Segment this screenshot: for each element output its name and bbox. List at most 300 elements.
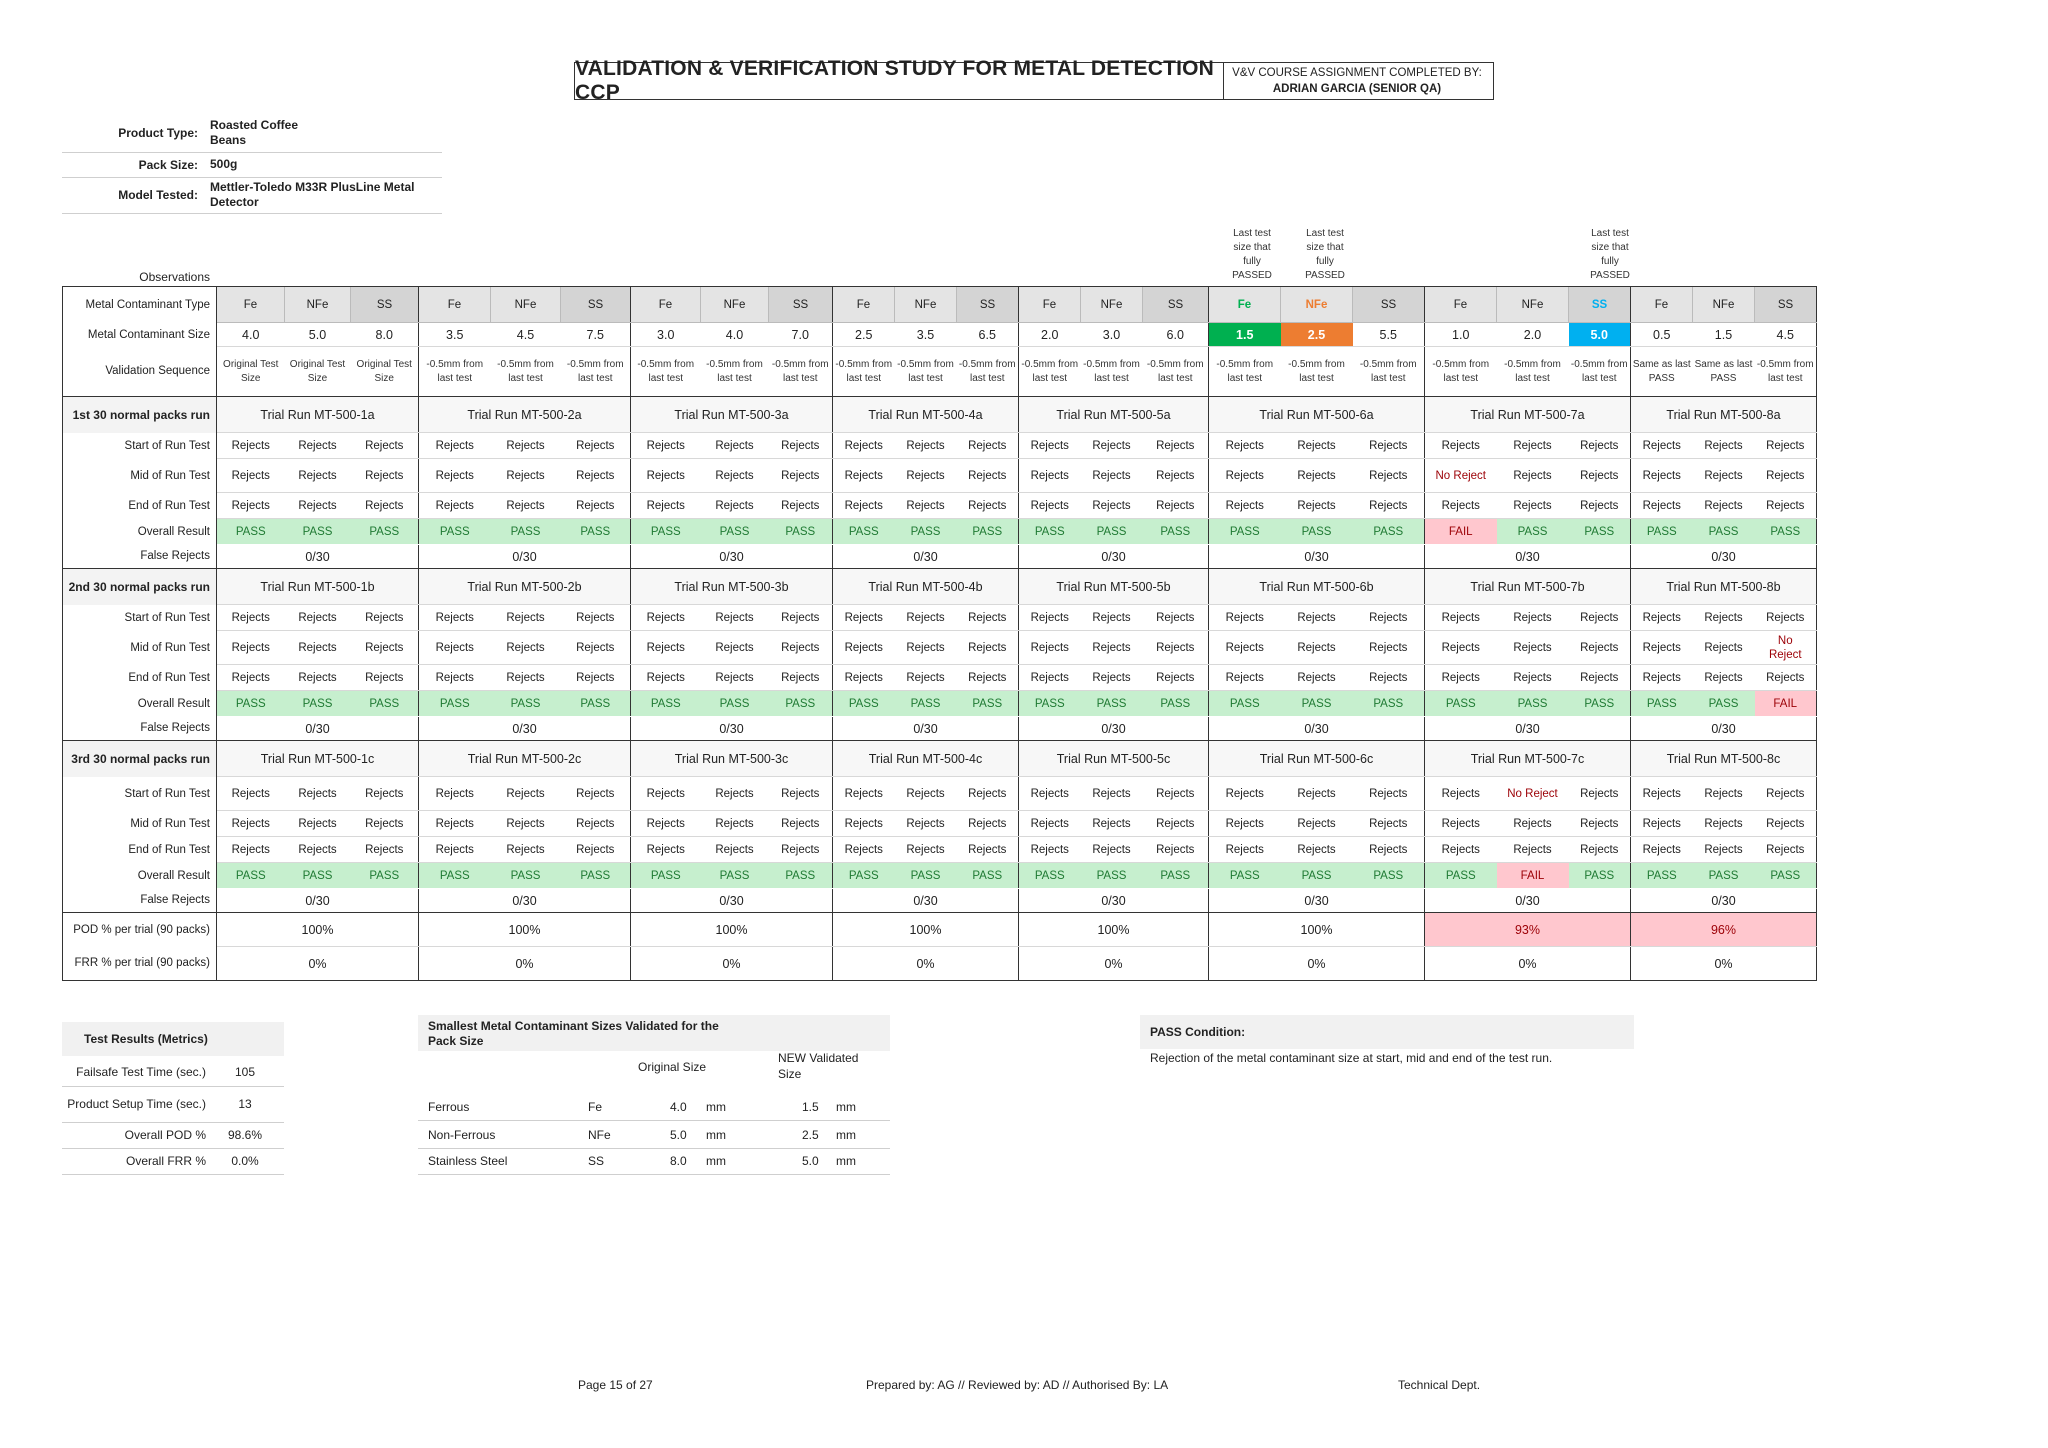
false-rejects-value: 0/30 — [1631, 545, 1817, 569]
false-rejects-value: 0/30 — [217, 717, 419, 741]
sequence-label: Validation Sequence — [63, 347, 217, 397]
false-rejects-value: 0/30 — [1019, 889, 1209, 913]
no-reject-cell: No Reject — [1755, 631, 1817, 665]
rejects-cell: Rejects — [1693, 811, 1755, 837]
pass-cell: PASS — [1081, 519, 1143, 545]
rejects-cell: Rejects — [701, 777, 769, 811]
trial-name: Trial Run MT-500-1c — [217, 741, 419, 777]
start-label: Start of Run Test — [63, 605, 217, 631]
type-cell: Fe — [833, 287, 895, 323]
pass-cell: PASS — [1755, 519, 1817, 545]
rejects-cell: Rejects — [1755, 433, 1817, 459]
size-cell: 1.0 — [1425, 323, 1497, 347]
size-cell: 3.0 — [631, 323, 701, 347]
sequence-cell: -0.5mm from last test — [1083, 358, 1140, 384]
pod-row — [63, 913, 1817, 947]
false-rejects-value: 0/30 — [1631, 717, 1817, 741]
pass-cell: PASS — [1755, 863, 1817, 889]
size-cell: 5.0 — [1569, 323, 1631, 347]
size-cell: 2.5 — [1281, 323, 1353, 347]
pass-cell: PASS — [1569, 863, 1631, 889]
end-label: End of Run Test — [63, 665, 217, 691]
trial-name: Trial Run MT-500-2a — [419, 397, 631, 433]
rejects-cell: Rejects — [895, 665, 957, 691]
pod-value: 100% — [1209, 913, 1425, 947]
rejects-cell: Rejects — [1019, 433, 1081, 459]
end-row — [63, 837, 1817, 863]
page-number: Page 15 of 27 — [578, 1378, 653, 1392]
pass-cell: PASS — [833, 691, 895, 717]
unit: mm — [836, 1154, 856, 1168]
rejects-cell: Rejects — [1755, 493, 1817, 519]
rejects-cell: Rejects — [419, 777, 491, 811]
overall-pod-label: Overall POD % — [124, 1127, 206, 1142]
department: Technical Dept. — [1398, 1378, 1481, 1392]
pass-cell: PASS — [1019, 863, 1081, 889]
end-label: End of Run Test — [63, 493, 217, 519]
pass-cell: PASS — [1631, 863, 1693, 889]
smallest-row — [418, 1148, 890, 1175]
rejects-cell: Rejects — [1755, 811, 1817, 837]
pod-label: POD % per trial (90 packs) — [63, 913, 217, 947]
rejects-cell: Rejects — [1631, 459, 1693, 493]
rejects-cell: Rejects — [1019, 837, 1081, 863]
pass-cell: PASS — [351, 519, 419, 545]
size-cell: 0.5 — [1631, 323, 1693, 347]
rejects-cell: Rejects — [491, 665, 561, 691]
smallest-title: Smallest Metal Contaminant Sizes Validated for the Pack Size — [418, 1015, 890, 1051]
rejects-cell: Rejects — [419, 631, 491, 665]
trial-name: Trial Run MT-500-4c — [833, 741, 1019, 777]
pass-cell: PASS — [1209, 519, 1281, 545]
mid-row — [63, 459, 1817, 493]
type-cell: NFe — [1281, 287, 1353, 323]
rejects-cell: Rejects — [419, 811, 491, 837]
pass-cell: PASS — [1281, 519, 1353, 545]
rejects-cell: Rejects — [1281, 665, 1353, 691]
rejects-cell: Rejects — [1631, 665, 1693, 691]
rejects-cell: Rejects — [769, 459, 833, 493]
rejects-cell: Rejects — [895, 631, 957, 665]
pass-cell: PASS — [1081, 691, 1143, 717]
rejects-cell: Rejects — [1497, 665, 1569, 691]
product-type-line2: Beans — [210, 133, 247, 147]
pass-cell: PASS — [1353, 519, 1425, 545]
trial-name: Trial Run MT-500-8c — [1631, 741, 1817, 777]
rejects-cell: Rejects — [631, 605, 701, 631]
type-cell: Fe — [1425, 287, 1497, 323]
rejects-cell: Rejects — [351, 631, 419, 665]
rejects-cell: Rejects — [351, 493, 419, 519]
rejects-cell: Rejects — [1693, 665, 1755, 691]
sequence-cell: -0.5mm from last test — [566, 358, 624, 384]
rejects-cell: Rejects — [351, 459, 419, 493]
trial-name: Trial Run MT-500-1a — [217, 397, 419, 433]
type-cell: NFe — [701, 287, 769, 323]
rejects-cell: Rejects — [1019, 811, 1081, 837]
size-cell: 3.0 — [1081, 323, 1143, 347]
pass-cell: PASS — [1143, 691, 1209, 717]
rejects-cell: Rejects — [1209, 605, 1281, 631]
rejects-cell: Rejects — [1631, 631, 1693, 665]
start-row — [63, 605, 1817, 631]
false-rejects-label: False Rejects — [63, 717, 217, 741]
rejects-cell: Rejects — [1281, 777, 1353, 811]
false-rejects-row — [63, 717, 1817, 741]
size-cell: 4.0 — [217, 323, 285, 347]
rejects-cell: Rejects — [769, 493, 833, 519]
pod-value: 100% — [419, 913, 631, 947]
title-box — [574, 57, 1494, 104]
rejects-cell: Rejects — [1353, 777, 1425, 811]
start-row — [63, 777, 1817, 811]
rejects-cell: Rejects — [1081, 433, 1143, 459]
rejects-cell: Rejects — [631, 777, 701, 811]
type-cell: NFe — [1497, 287, 1569, 323]
sequence-cell: -0.5mm from last test — [771, 358, 829, 384]
pass-cell: PASS — [491, 863, 561, 889]
false-rejects-value: 0/30 — [1209, 717, 1425, 741]
rejects-cell: Rejects — [1569, 811, 1631, 837]
trial-row — [63, 397, 1817, 433]
failsafe-value: 105 — [234, 1065, 256, 1079]
pass-cell: PASS — [631, 863, 701, 889]
sequence-cell: -0.5mm from last test — [1019, 347, 1081, 397]
trial-name: Trial Run MT-500-3b — [631, 569, 833, 605]
type-label: Metal Contaminant Type — [63, 287, 217, 323]
false-rejects-value: 0/30 — [1019, 545, 1209, 569]
rejects-cell: Rejects — [1143, 493, 1209, 519]
sequence-cell: -0.5mm from last test — [833, 347, 895, 397]
size-cell: 1.5 — [1209, 323, 1281, 347]
pass-cell: PASS — [701, 863, 769, 889]
rejects-cell: Rejects — [895, 605, 957, 631]
type-cell: Fe — [1209, 287, 1281, 323]
rejects-cell: Rejects — [701, 665, 769, 691]
pass-cell: PASS — [491, 519, 561, 545]
sequence-cell: -0.5mm from last test — [1425, 347, 1497, 397]
pass-cell: PASS — [1569, 691, 1631, 717]
trial-name: Trial Run MT-500-7c — [1425, 741, 1631, 777]
new-size: 5.0 — [802, 1154, 819, 1168]
rejects-cell: Rejects — [285, 459, 351, 493]
rejects-cell: Rejects — [285, 433, 351, 459]
completed-by — [1224, 63, 1490, 99]
size-label: Metal Contaminant Size — [63, 323, 217, 347]
rejects-cell: Rejects — [491, 605, 561, 631]
type-cell: Fe — [631, 287, 701, 323]
rejects-cell: Rejects — [1281, 433, 1353, 459]
type-cell: NFe — [895, 287, 957, 323]
rejects-cell: Rejects — [1693, 493, 1755, 519]
size-cell: 7.0 — [769, 323, 833, 347]
rejects-cell: Rejects — [1281, 811, 1353, 837]
overall-label: Overall Result — [63, 691, 217, 717]
overall-row — [63, 691, 1817, 717]
pass-cell: PASS — [217, 691, 285, 717]
pass-cell: PASS — [1497, 691, 1569, 717]
rejects-cell: Rejects — [701, 459, 769, 493]
pass-cell: PASS — [285, 519, 351, 545]
rejects-cell: Rejects — [833, 777, 895, 811]
rejects-cell: Rejects — [491, 631, 561, 665]
rejects-cell: Rejects — [1569, 459, 1631, 493]
size-cell: 7.5 — [561, 323, 631, 347]
rejects-cell: Rejects — [491, 459, 561, 493]
false-rejects-value: 0/30 — [419, 717, 631, 741]
rejects-cell: Rejects — [1693, 605, 1755, 631]
unit: mm — [706, 1128, 726, 1142]
rejects-cell: Rejects — [701, 493, 769, 519]
pass-condition-title: PASS Condition: — [1140, 1015, 1634, 1049]
rejects-cell: Rejects — [1143, 459, 1209, 493]
rejects-cell: Rejects — [1569, 777, 1631, 811]
product-type-value — [210, 118, 442, 148]
signoff: Prepared by: AG // Reviewed by: AD // Authorised By: LA — [866, 1378, 1169, 1392]
rejects-cell: Rejects — [1693, 777, 1755, 811]
rejects-cell: Rejects — [1209, 777, 1281, 811]
pass-cell: PASS — [1353, 691, 1425, 717]
false-rejects-value: 0/30 — [419, 889, 631, 913]
rejects-cell: Rejects — [217, 493, 285, 519]
rejects-cell: Rejects — [1353, 631, 1425, 665]
frr-value: 0% — [1019, 947, 1209, 981]
rejects-cell: Rejects — [1497, 493, 1569, 519]
type-cell: SS — [1569, 287, 1631, 323]
end-row — [63, 665, 1817, 691]
rejects-cell: Rejects — [1569, 631, 1631, 665]
rejects-cell: Rejects — [1019, 631, 1081, 665]
size-cell: 5.0 — [285, 323, 351, 347]
rejects-cell: Rejects — [1019, 665, 1081, 691]
metal-code: Fe — [588, 1100, 603, 1114]
pack-size-label: Pack Size: — [138, 157, 198, 172]
trial-name: Trial Run MT-500-6b — [1209, 569, 1425, 605]
overall-pod-value: 98.6% — [227, 1128, 263, 1142]
trial-name: Trial Run MT-500-7a — [1425, 397, 1631, 433]
rejects-cell: Rejects — [419, 837, 491, 863]
rejects-cell: Rejects — [833, 837, 895, 863]
rejects-cell: Rejects — [769, 433, 833, 459]
false-rejects-value: 0/30 — [833, 717, 1019, 741]
pod-value: 100% — [631, 913, 833, 947]
rejects-cell: Rejects — [1425, 837, 1497, 863]
trial-name: Trial Run MT-500-4a — [833, 397, 1019, 433]
rejects-cell: Rejects — [1755, 837, 1817, 863]
rejects-cell: Rejects — [1425, 605, 1497, 631]
size-cell: 6.5 — [957, 323, 1019, 347]
rejects-cell: Rejects — [285, 837, 351, 863]
note-ss-last-pass: Last test size that fully PASSED — [1590, 228, 1630, 281]
rejects-cell: Rejects — [957, 493, 1019, 519]
frr-value: 0% — [631, 947, 833, 981]
type-cell: SS — [769, 287, 833, 323]
overall-frr-label: Overall FRR % — [125, 1153, 206, 1168]
type-cell: SS — [1353, 287, 1425, 323]
rejects-cell: Rejects — [1497, 433, 1569, 459]
pod-value: 96% — [1631, 913, 1817, 947]
trial-name: Trial Run MT-500-5b — [1019, 569, 1209, 605]
rejects-cell: Rejects — [769, 665, 833, 691]
product-type-row — [62, 114, 442, 153]
rejects-cell: Rejects — [351, 811, 419, 837]
sequence-row — [63, 347, 1817, 397]
pod-value: 100% — [217, 913, 419, 947]
pass-cell: PASS — [833, 519, 895, 545]
rejects-cell: Rejects — [1497, 459, 1569, 493]
pass-cell: PASS — [419, 519, 491, 545]
rejects-cell: Rejects — [1353, 665, 1425, 691]
rejects-cell: Rejects — [491, 811, 561, 837]
pod-value: 100% — [833, 913, 1019, 947]
sequence-cell: -0.5mm from last test — [1570, 358, 1628, 384]
size-cell: 3.5 — [419, 323, 491, 347]
sequence-cell: Original Test Size — [356, 358, 412, 384]
false-rejects-value: 0/30 — [217, 545, 419, 569]
false-rejects-value: 0/30 — [419, 545, 631, 569]
mid-row — [63, 811, 1817, 837]
failsafe-row — [62, 1058, 284, 1087]
trial-name: Trial Run MT-500-7b — [1425, 569, 1631, 605]
smallest-row — [418, 1122, 890, 1149]
rejects-cell: Rejects — [1353, 433, 1425, 459]
rejects-cell: Rejects — [1693, 837, 1755, 863]
rejects-cell: Rejects — [1143, 837, 1209, 863]
rejects-cell: Rejects — [1569, 433, 1631, 459]
false-rejects-row — [63, 889, 1817, 913]
rejects-cell: Rejects — [419, 433, 491, 459]
rejects-cell: Rejects — [491, 837, 561, 863]
pass-cell: PASS — [833, 863, 895, 889]
rejects-cell: Rejects — [561, 777, 631, 811]
pass-cell: PASS — [769, 519, 833, 545]
rejects-cell: Rejects — [1631, 811, 1693, 837]
trial-name: Trial Run MT-500-3a — [631, 397, 833, 433]
rejects-cell: Rejects — [1143, 433, 1209, 459]
pass-cell: PASS — [1019, 691, 1081, 717]
rejects-cell: Rejects — [631, 631, 701, 665]
rejects-cell: Rejects — [561, 811, 631, 837]
size-cell: 2.5 — [833, 323, 895, 347]
rejects-cell: Rejects — [561, 459, 631, 493]
unit: mm — [836, 1100, 856, 1114]
rejects-cell: Rejects — [1425, 665, 1497, 691]
rejects-cell: Rejects — [561, 837, 631, 863]
type-cell: SS — [1143, 287, 1209, 323]
pass-cell: PASS — [217, 519, 285, 545]
sequence-cell: -0.5mm from last test — [1755, 347, 1817, 397]
rejects-cell: Rejects — [957, 811, 1019, 837]
observations-label: Observations — [139, 270, 210, 284]
failsafe-label: Failsafe Test Time (sec.) — [76, 1064, 206, 1079]
type-cell: NFe — [285, 287, 351, 323]
trial-name: Trial Run MT-500-5c — [1019, 741, 1209, 777]
rejects-cell: Rejects — [769, 605, 833, 631]
pack-size-value: 500g — [210, 157, 238, 171]
rejects-cell: Rejects — [895, 777, 957, 811]
rejects-cell: Rejects — [1755, 777, 1817, 811]
rejects-cell: Rejects — [419, 459, 491, 493]
mid-label: Mid of Run Test — [63, 631, 217, 665]
rejects-cell: Rejects — [1353, 459, 1425, 493]
rejects-cell: Rejects — [833, 605, 895, 631]
rejects-cell: Rejects — [833, 493, 895, 519]
pass-cell: PASS — [769, 863, 833, 889]
size-cell: 2.0 — [1019, 323, 1081, 347]
rejects-cell: Rejects — [957, 459, 1019, 493]
false-rejects-value: 0/30 — [833, 545, 1019, 569]
false-rejects-value: 0/30 — [1425, 717, 1631, 741]
pass-cell: PASS — [1019, 519, 1081, 545]
rejects-cell: Rejects — [1209, 459, 1281, 493]
false-rejects-value: 0/30 — [631, 889, 833, 913]
overall-frr-value: 0.0% — [231, 1154, 259, 1168]
setup-label: Product Setup Time (sec.) — [67, 1096, 206, 1111]
rejects-cell: Rejects — [1569, 605, 1631, 631]
sequence-cell: -0.5mm from last test — [958, 358, 1016, 384]
rejects-cell: Rejects — [1425, 493, 1497, 519]
false-rejects-value: 0/30 — [217, 889, 419, 913]
rejects-cell: Rejects — [833, 433, 895, 459]
sequence-cell: -0.5mm from last test — [631, 347, 701, 397]
rejects-cell: Rejects — [1631, 777, 1693, 811]
pass-cell: PASS — [1693, 863, 1755, 889]
sequence-cell: Original Test Size — [217, 347, 285, 397]
rejects-cell: Rejects — [491, 433, 561, 459]
trial-name: Trial Run MT-500-1b — [217, 569, 419, 605]
pass-cell: PASS — [1353, 863, 1425, 889]
rejects-cell: Rejects — [1209, 631, 1281, 665]
pass-cell: PASS — [895, 691, 957, 717]
sequence-cell: -0.5mm from last test — [1209, 347, 1281, 397]
rejects-cell: Rejects — [1281, 493, 1353, 519]
mid-label: Mid of Run Test — [63, 459, 217, 493]
model-value — [210, 180, 442, 210]
rejects-cell: Rejects — [351, 605, 419, 631]
rejects-cell: Rejects — [701, 837, 769, 863]
rejects-cell: Rejects — [701, 811, 769, 837]
type-cell: Fe — [217, 287, 285, 323]
false-rejects-label: False Rejects — [63, 889, 217, 913]
start-row — [63, 433, 1817, 459]
rejects-cell: Rejects — [491, 777, 561, 811]
pass-cell: PASS — [1693, 519, 1755, 545]
sequence-cell: -0.5mm from last test — [1359, 358, 1417, 384]
rejects-cell: Rejects — [833, 811, 895, 837]
false-rejects-row — [63, 545, 1817, 569]
frr-value: 0% — [1631, 947, 1817, 981]
mid-label: Mid of Run Test — [63, 811, 217, 837]
rejects-cell: Rejects — [1081, 459, 1143, 493]
rejects-cell: Rejects — [561, 493, 631, 519]
rejects-cell: Rejects — [957, 605, 1019, 631]
completed-by-label: V&V COURSE ASSIGNMENT COMPLETED BY: — [1232, 67, 1482, 79]
pass-cell: PASS — [895, 519, 957, 545]
size-cell: 4.5 — [1755, 323, 1817, 347]
rejects-cell: Rejects — [1019, 777, 1081, 811]
sequence-cell: Same as last PASS — [1631, 347, 1693, 397]
false-rejects-value: 0/30 — [1425, 545, 1631, 569]
model-label: Model Tested: — [118, 188, 198, 202]
rejects-cell: Rejects — [561, 665, 631, 691]
fail-cell: FAIL — [1755, 691, 1817, 717]
unit: mm — [706, 1100, 726, 1114]
pass-cell: PASS — [285, 691, 351, 717]
model-row — [62, 177, 442, 214]
type-cell: NFe — [1081, 287, 1143, 323]
frr-label: FRR % per trial (90 packs) — [63, 947, 217, 981]
start-label: Start of Run Test — [63, 777, 217, 811]
